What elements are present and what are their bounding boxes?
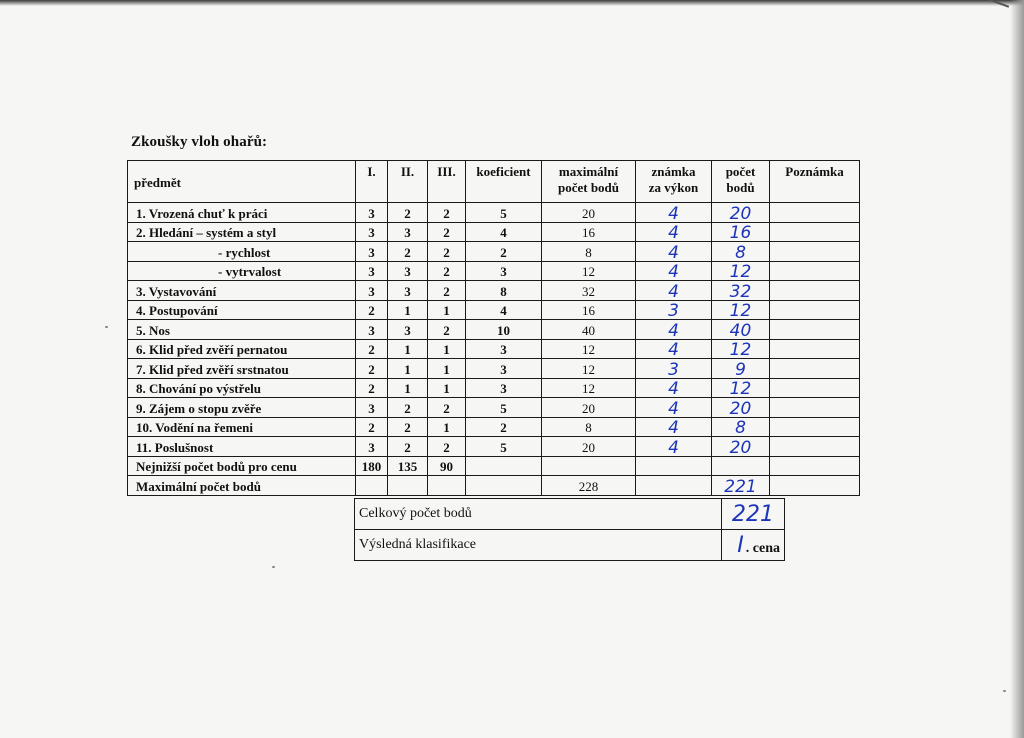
row-coefficient: 3 [466, 339, 542, 359]
row-prize-3: 2 [428, 398, 466, 418]
table-row [128, 339, 860, 359]
row-note [770, 281, 860, 301]
row-points-handwritten: 8 [712, 417, 770, 437]
row-subject: 5. Nos [128, 320, 356, 340]
header-coefficient: koeficient [466, 161, 542, 203]
row-grade-handwritten: 4 [636, 378, 712, 398]
row-subject: 2. Hledání – systém a styl [128, 222, 356, 242]
row-points-handwritten: 12 [712, 339, 770, 359]
row-points-handwritten: 9 [712, 359, 770, 379]
row-coefficient: 5 [466, 437, 542, 457]
row-max-points: 12 [542, 261, 636, 281]
row-max-points: 12 [542, 378, 636, 398]
table-row [128, 398, 860, 418]
min-points-points [712, 456, 770, 476]
row-points-handwritten: 12 [712, 378, 770, 398]
row-prize-3: 1 [428, 359, 466, 379]
row-note [770, 320, 860, 340]
row-prize-1: 2 [356, 359, 388, 379]
table-row [128, 300, 860, 320]
row-prize-2: 3 [388, 320, 428, 340]
header-max-points-line1: maximální [558, 164, 619, 179]
row-grade-handwritten: 4 [636, 261, 712, 281]
row-points-handwritten: 20 [712, 437, 770, 457]
row-subject: 8. Chování po výstřelu [128, 378, 356, 398]
row-subject: 9. Zájem o stopu zvěře [128, 398, 356, 418]
row-coefficient: 3 [466, 378, 542, 398]
document-title: Zkoušky vloh ohařů: [131, 134, 268, 150]
row-coefficient: 5 [466, 398, 542, 418]
row-grade-handwritten: 4 [636, 339, 712, 359]
row-max-points: 12 [542, 339, 636, 359]
header-max-points-line2: počet bodů [557, 180, 620, 195]
row-prize-2: 3 [388, 281, 428, 301]
header-max-points [542, 161, 636, 203]
row-prize-1: 2 [356, 417, 388, 437]
row-points-handwritten: 8 [712, 242, 770, 262]
row-max-points: 20 [542, 398, 636, 418]
row-prize-1: 3 [356, 398, 388, 418]
table-row [128, 378, 860, 398]
row-prize-2: 2 [388, 437, 428, 457]
row-note [770, 222, 860, 242]
row-note [770, 203, 860, 223]
max-points-prize-3 [428, 476, 466, 496]
row-max-points: 32 [542, 281, 636, 301]
header-prize-1: I. [356, 161, 388, 203]
row-prize-3: 1 [428, 378, 466, 398]
row-grade-handwritten: 4 [636, 242, 712, 262]
row-subject: - vytrvalost [128, 261, 356, 281]
total-points-row [355, 499, 785, 530]
row-note [770, 378, 860, 398]
table-row [128, 261, 860, 281]
row-prize-2: 2 [388, 242, 428, 262]
table-row [128, 417, 860, 437]
row-prize-1: 3 [356, 437, 388, 457]
row-prize-3: 2 [428, 222, 466, 242]
row-subject: 4. Postupování [128, 300, 356, 320]
row-coefficient: 3 [466, 359, 542, 379]
header-prize-2: II. [388, 161, 428, 203]
row-prize-3: 2 [428, 261, 466, 281]
header-grade [636, 161, 712, 203]
row-grade-handwritten: 4 [636, 398, 712, 418]
row-prize-2: 2 [388, 417, 428, 437]
scan-speck [105, 326, 108, 328]
row-subject: 6. Klid před zvěří pernatou [128, 339, 356, 359]
row-grade-handwritten: 3 [636, 300, 712, 320]
row-prize-2: 1 [388, 300, 428, 320]
max-points-note [770, 476, 860, 496]
row-points-handwritten: 12 [712, 300, 770, 320]
row-prize-1: 3 [356, 320, 388, 340]
total-points-label: Celkový počet bodů [355, 499, 722, 530]
row-grade-handwritten: 4 [636, 203, 712, 223]
row-coefficient: 4 [466, 222, 542, 242]
scan-edge-top [0, 0, 1024, 6]
row-coefficient: 5 [466, 203, 542, 223]
min-points-max [542, 456, 636, 476]
row-prize-1: 2 [356, 339, 388, 359]
classification-row [355, 530, 785, 561]
row-prize-1: 2 [356, 300, 388, 320]
row-coefficient: 2 [466, 242, 542, 262]
table-row [128, 222, 860, 242]
max-points-handwritten: 221 [712, 476, 770, 496]
table-body [128, 203, 860, 496]
min-points-prize-3: 90 [428, 456, 466, 476]
header-note: Poznámka [770, 161, 860, 203]
row-note [770, 398, 860, 418]
row-prize-1: 3 [356, 281, 388, 301]
min-points-grade [636, 456, 712, 476]
row-prize-3: 1 [428, 417, 466, 437]
row-prize-3: 2 [428, 320, 466, 340]
max-points-coefficient [466, 476, 542, 496]
row-points-handwritten: 20 [712, 203, 770, 223]
row-prize-2: 3 [388, 261, 428, 281]
header-points-line2: bodů [726, 180, 755, 195]
row-subject: 1. Vrozená chuť k práci [128, 203, 356, 223]
min-points-label: Nejnižší počet bodů pro cenu [128, 456, 356, 476]
classification-handwritten: I [737, 532, 744, 558]
row-subject: 11. Poslušnost [128, 437, 356, 457]
min-points-row [128, 456, 860, 476]
header-grade-line2: za výkon [648, 180, 699, 195]
row-points-handwritten: 12 [712, 261, 770, 281]
row-max-points: 8 [542, 242, 636, 262]
row-grade-handwritten: 4 [636, 417, 712, 437]
row-coefficient: 4 [466, 300, 542, 320]
row-note [770, 359, 860, 379]
row-prize-1: 3 [356, 242, 388, 262]
scan-edge-right [1010, 0, 1024, 738]
row-grade-handwritten: 3 [636, 359, 712, 379]
row-grade-handwritten: 4 [636, 222, 712, 242]
row-prize-2: 1 [388, 339, 428, 359]
min-points-note [770, 456, 860, 476]
row-note [770, 339, 860, 359]
table-row [128, 281, 860, 301]
row-prize-3: 2 [428, 437, 466, 457]
row-points-handwritten: 20 [712, 398, 770, 418]
summary-table [354, 498, 785, 561]
row-coefficient: 8 [466, 281, 542, 301]
row-prize-2: 3 [388, 222, 428, 242]
row-max-points: 16 [542, 300, 636, 320]
classification-suffix: . cena [745, 540, 780, 556]
max-points-label: Maximální počet bodů [128, 476, 356, 496]
max-points-prize-2 [388, 476, 428, 496]
row-grade-handwritten: 4 [636, 281, 712, 301]
corner-mark [973, 0, 1009, 28]
row-max-points: 20 [542, 203, 636, 223]
row-prize-3: 2 [428, 242, 466, 262]
row-note [770, 242, 860, 262]
row-subject: 3. Vystavování [128, 281, 356, 301]
header-subject: předmět [128, 161, 356, 203]
row-grade-handwritten: 4 [636, 437, 712, 457]
row-coefficient: 10 [466, 320, 542, 340]
row-note [770, 437, 860, 457]
row-subject: 10. Vodění na řemeni [128, 417, 356, 437]
row-max-points: 16 [542, 222, 636, 242]
header-points-line1: počet [725, 164, 756, 179]
table-row [128, 320, 860, 340]
row-prize-2: 2 [388, 203, 428, 223]
row-note [770, 417, 860, 437]
row-coefficient: 2 [466, 417, 542, 437]
row-prize-3: 2 [428, 281, 466, 301]
max-points-row [128, 476, 860, 496]
header-grade-line1: známka [651, 164, 696, 179]
header-points [712, 161, 770, 203]
row-coefficient: 3 [466, 261, 542, 281]
min-points-prize-2: 135 [388, 456, 428, 476]
row-prize-2: 1 [388, 359, 428, 379]
row-points-handwritten: 32 [712, 281, 770, 301]
max-points-total: 228 [542, 476, 636, 496]
max-points-prize-1 [356, 476, 388, 496]
classification-label: Výsledná klasifikace [355, 530, 722, 561]
row-prize-1: 3 [356, 203, 388, 223]
row-max-points: 8 [542, 417, 636, 437]
table-row [128, 437, 860, 457]
row-note [770, 261, 860, 281]
header-prize-3: III. [428, 161, 466, 203]
table-row [128, 359, 860, 379]
row-points-handwritten: 40 [712, 320, 770, 340]
row-subject: - rychlost [128, 242, 356, 262]
table-row [128, 203, 860, 223]
row-prize-1: 3 [356, 261, 388, 281]
evaluation-table [127, 160, 860, 496]
row-points-handwritten: 16 [712, 222, 770, 242]
min-points-prize-1: 180 [356, 456, 388, 476]
classification-value [722, 530, 785, 561]
row-prize-2: 2 [388, 398, 428, 418]
scan-speck [1003, 690, 1006, 692]
row-max-points: 12 [542, 359, 636, 379]
row-max-points: 20 [542, 437, 636, 457]
row-max-points: 40 [542, 320, 636, 340]
row-subject: 7. Klid před zvěří srstnatou [128, 359, 356, 379]
total-points-handwritten: 221 [722, 499, 785, 530]
row-note [770, 300, 860, 320]
scan-speck [272, 566, 275, 568]
row-prize-1: 2 [356, 378, 388, 398]
row-prize-3: 1 [428, 339, 466, 359]
min-points-coefficient [466, 456, 542, 476]
row-prize-2: 1 [388, 378, 428, 398]
row-grade-handwritten: 4 [636, 320, 712, 340]
table-row [128, 242, 860, 262]
table-header-row [128, 161, 860, 203]
row-prize-3: 1 [428, 300, 466, 320]
row-prize-3: 2 [428, 203, 466, 223]
row-prize-1: 3 [356, 222, 388, 242]
max-points-grade [636, 476, 712, 496]
